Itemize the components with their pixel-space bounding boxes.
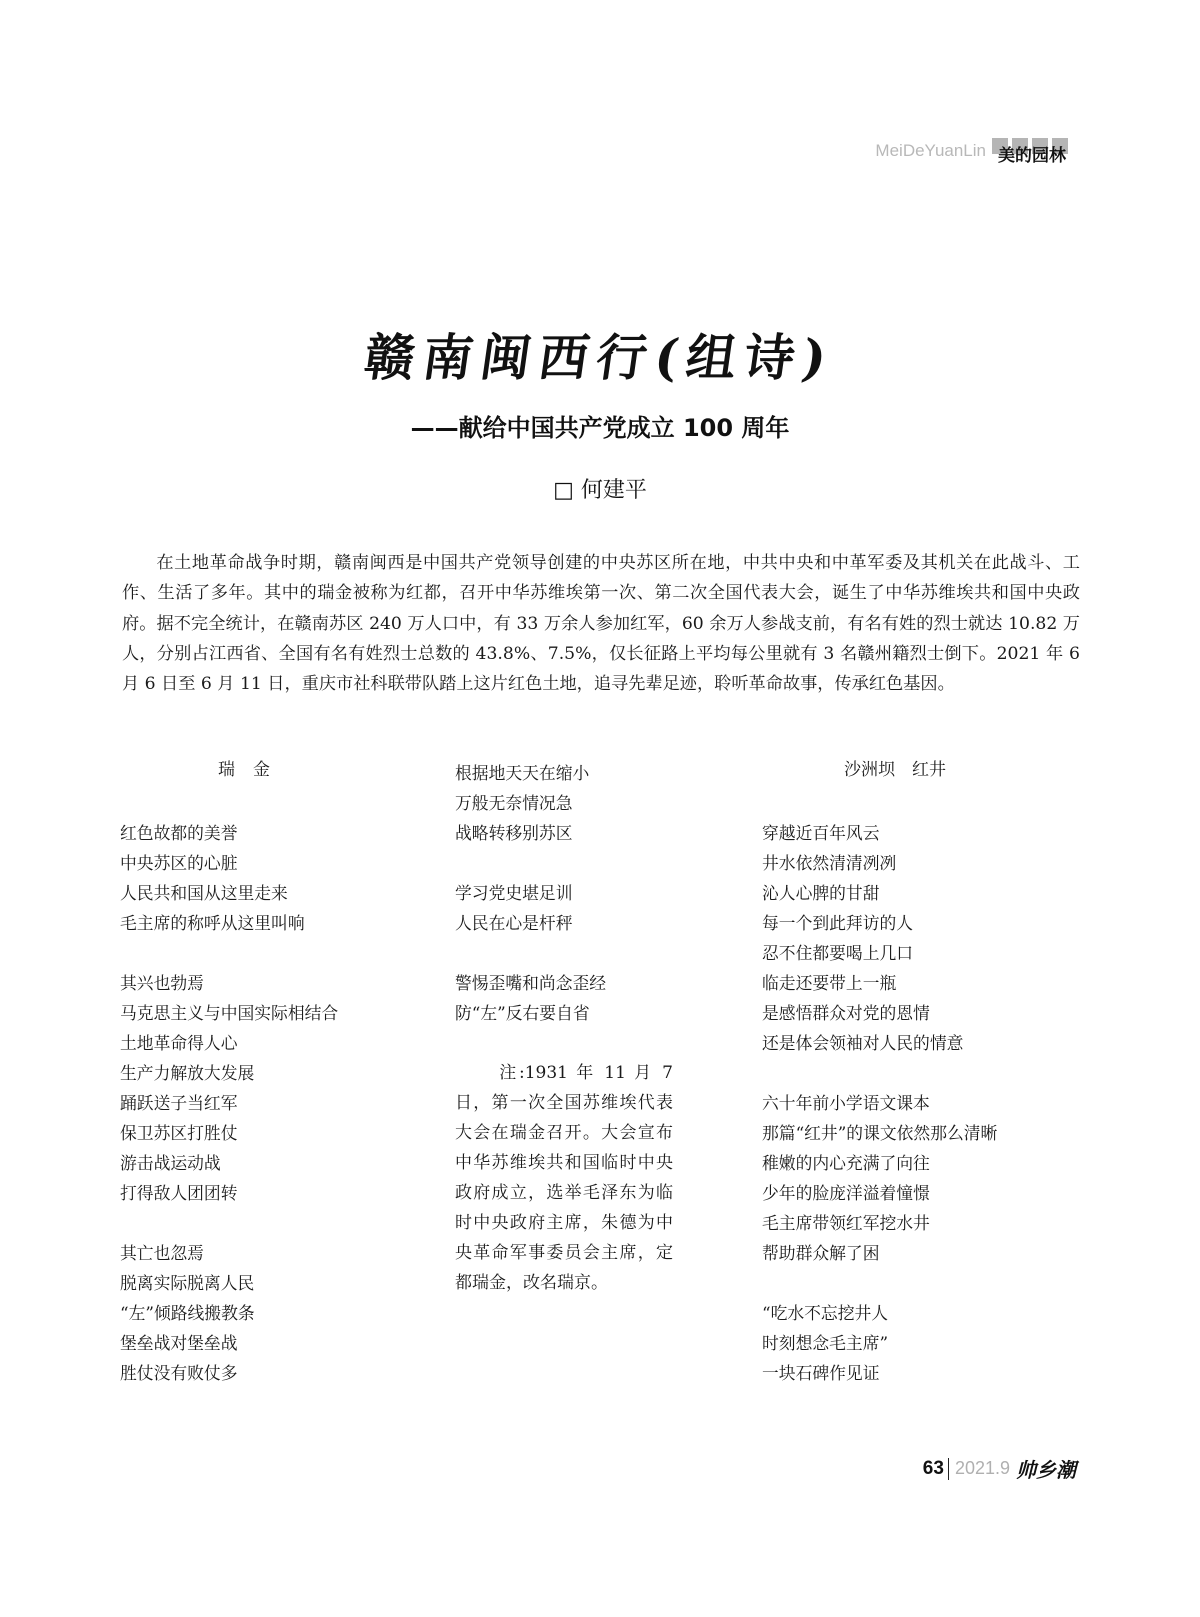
poem-line: 中央苏区的心脏	[120, 853, 238, 873]
poem-title-hongjing: 沙洲坝 红井	[844, 760, 946, 780]
poem-line: 根据地天天在缩小	[455, 763, 590, 783]
poem-line: 还是体会领袖对人民的情意	[762, 1033, 964, 1053]
poem-line: 脱离实际脱离人民	[120, 1273, 255, 1293]
poem-line: 其兴也勃焉	[120, 973, 204, 993]
poem-line: 警惕歪嘴和尚念歪经	[455, 973, 607, 993]
poem-note: 注:1931 年 11 月 7 日，第一次全国苏维埃代表大会在瑞金召开。大会宣布中华苏维埃共和国临时中央政府成立，选举毛泽东为临时中央政府主席，朱德为中央革命军事委员会主席，定都瑞金，改名瑞京。	[455, 1063, 673, 1293]
article-title: 赣南闽西行(组诗)	[360, 328, 839, 387]
poem-line: 红色故都的美誉	[120, 823, 238, 843]
poem-line: 万般无奈情况急	[455, 793, 573, 813]
column-middle	[455, 758, 705, 1298]
poem-line: “左”倾路线搬教条	[120, 1303, 255, 1323]
issue-date: 2021.9	[954, 1458, 1010, 1478]
poem-line: 游击战运动战	[120, 1153, 221, 1173]
intro-paragraph: 在土地革命战争时期，赣南闽西是中国共产党领导创建的中央苏区所在地，中共中央和中革军委及其机关在此战斗、工作、生活了多年。其中的瑞金被称为红都，召开中华苏维埃第一次、第二次全国代表大会，诞生了中华苏维埃共和国中央政府。据不完全统计，在赣南苏区 240 万人口中，有 33 万余人参加红军，60 余万人参战支前，有名有姓的烈士就达 10.82 万人，分别占江西省、全国有名有姓烈士总数的 43.8%、7.5%，仅长征路上平均每公里就有 3 名赣州籍烈士倒下。2021 年 6 月 6 日至 6 月 11 日，重庆市社科联带队踏上这片红色土地，追寻先辈足迹，聆听革命故事，传承红色基因。	[122, 553, 1080, 695]
poem-line: 临走还要带上一瓶	[762, 973, 897, 993]
article-author: □ 何建平	[553, 478, 647, 503]
poem-line: 少年的脸庞洋溢着憧憬	[762, 1183, 930, 1203]
poem-line: 穿越近百年风云	[762, 823, 880, 843]
page-number: 63	[923, 1458, 949, 1480]
poem-line: 每一个到此拜访的人	[762, 913, 914, 933]
column-latin-name: MeiDeYuanLin	[875, 140, 986, 160]
poem-line: 一块石碑作见证	[762, 1363, 880, 1383]
article-subtitle: ——献给中国共产党成立 100 周年	[410, 414, 790, 442]
poem-line: “吃水不忘挖井人	[762, 1303, 889, 1323]
poem-line: 学习党史堪足训	[455, 883, 573, 903]
page-footer	[923, 1454, 1076, 1483]
poem-line: 井水依然清清冽冽	[762, 853, 897, 873]
poem-line: 土地革命得人心	[120, 1033, 238, 1053]
poem-line: 毛主席的称呼从这里叫响	[120, 913, 305, 933]
column-left	[120, 758, 420, 1388]
poem-line: 踊跃送子当红军	[120, 1093, 238, 1113]
poem-line: 帮助群众解了困	[762, 1243, 880, 1263]
poem-line: 那篇“红井”的课文依然那么清晰	[762, 1123, 998, 1143]
poem-line: 稚嫩的内心充满了向往	[762, 1153, 930, 1173]
poem-line: 防“左”反右要自省	[455, 1003, 590, 1023]
poem-line: 战略转移别苏区	[455, 823, 573, 843]
poem-line: 是感悟群众对党的恩情	[762, 1003, 930, 1023]
poem-line: 打得敌人团团转	[120, 1183, 238, 1203]
poem-line: 胜仗没有败仗多	[120, 1363, 238, 1383]
running-header	[875, 138, 1072, 166]
poem-line: 忍不住都要喝上几口	[762, 943, 914, 963]
poem-line: 其亡也忽焉	[120, 1243, 204, 1263]
poem-line: 人民共和国从这里走来	[120, 883, 288, 903]
column-right	[762, 758, 1082, 1388]
poem-line: 人民在心是杆秤	[455, 913, 573, 933]
column-name: 美的园林	[998, 146, 1066, 166]
poem-line: 毛主席带领红军挖水井	[762, 1213, 930, 1233]
poem-line: 六十年前小学语文课本	[762, 1093, 930, 1113]
poem-line: 时刻想念毛主席”	[762, 1333, 889, 1353]
poem-line: 马克思主义与中国实际相结合	[120, 1003, 339, 1023]
poem-line: 堡垒战对堡垒战	[120, 1333, 238, 1353]
poem-line: 生产力解放大发展	[120, 1063, 255, 1083]
poem-title-ruijin: 瑞金	[218, 760, 288, 780]
poem-line: 沁人心脾的甘甜	[762, 883, 880, 903]
column-badge	[992, 138, 1072, 166]
poem-line: 保卫苏区打胜仗	[120, 1123, 238, 1143]
magazine-logo: 帅乡潮	[1016, 1458, 1076, 1482]
